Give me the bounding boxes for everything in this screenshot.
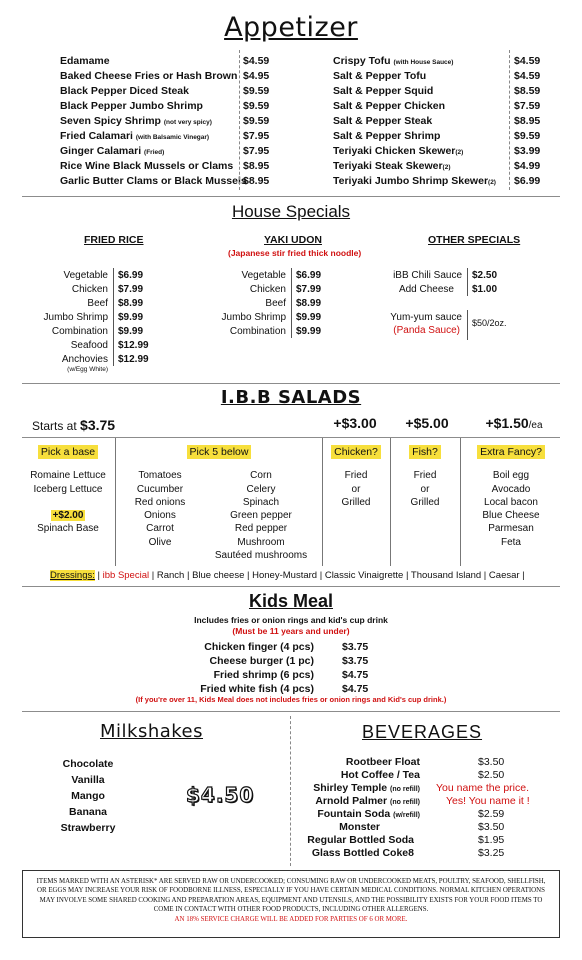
list-item: Jumbo Shrimp	[43, 312, 108, 323]
section-divider	[22, 196, 560, 197]
list-item: Fried	[344, 470, 368, 481]
price: $7.59	[514, 100, 541, 112]
fancy-price: +$1.50/ea	[485, 415, 543, 431]
price: $9.59	[243, 115, 270, 127]
list-item: Combination	[51, 326, 108, 337]
list-item: Parmesan	[488, 523, 534, 534]
chicken-price: +$3.00	[333, 415, 377, 431]
price: $3.75	[342, 655, 369, 667]
price: $8.95	[243, 175, 270, 187]
list-item: Salt & Pepper Shrimp	[333, 130, 441, 142]
fish-price: +$5.00	[405, 415, 449, 431]
milkshakes-title: Milkshakes	[100, 721, 204, 742]
list-item: Rice Wine Black Mussels or Clams	[60, 160, 234, 172]
divider	[509, 50, 510, 190]
starts-at: Starts at $3.75	[32, 417, 116, 433]
list-item: Onions	[144, 510, 176, 521]
base-heading: Pick a base	[22, 446, 114, 458]
list-item: Local bacon	[484, 497, 538, 508]
list-item: Green pepper	[230, 510, 292, 521]
list-item: or	[351, 484, 361, 495]
yaki-udon-heading: YAKI UDON	[264, 234, 322, 246]
house-specials-title: House Specials	[231, 202, 351, 221]
kids-age-note: (Must be 11 years and under)	[232, 626, 350, 636]
list-item: Chicken	[71, 284, 108, 295]
price: $9.59	[243, 85, 270, 97]
price: $8.99	[118, 298, 144, 309]
fried-rice-heading: FRIED RICE	[84, 234, 144, 246]
list-item: Olive	[148, 537, 172, 548]
price: $9.99	[296, 312, 322, 323]
section-divider	[22, 383, 560, 384]
list-item: Black Pepper Jumbo Shrimp	[60, 100, 203, 112]
other-specials-heading: OTHER SPECIALS	[428, 234, 521, 246]
promo-text: You name the price.	[436, 782, 530, 794]
list-item: Chocolate	[62, 758, 114, 770]
kids-footnote: (If you're over 11, Kids Meal does not includes fries or onion rings and Kid's cup drink.)	[135, 695, 447, 704]
price: $4.75	[342, 669, 369, 681]
yaki-udon-subheading: (Japanese stir fried thick noodle)	[228, 248, 362, 258]
price: $3.75	[342, 641, 369, 653]
list-item: Teriyaki Steak Skewer(2)	[333, 160, 451, 172]
list-item: Iceberg Lettuce	[33, 484, 103, 495]
list-item: Avocado	[491, 484, 531, 495]
list-item: Salt & Pepper Chicken	[333, 100, 446, 112]
list-item: Salt & Pepper Steak	[333, 115, 433, 127]
price: $4.99	[514, 160, 541, 172]
price: $7.95	[243, 130, 270, 142]
price: $2.50	[472, 270, 498, 281]
list-item: Spinach	[242, 497, 280, 508]
price: $4.75	[342, 683, 369, 695]
divider	[291, 268, 292, 338]
list-item: Mushroom	[237, 537, 285, 548]
price: $3.50	[478, 756, 505, 768]
divider	[467, 310, 468, 340]
price: $9.99	[118, 326, 144, 337]
price: $9.99	[118, 312, 144, 323]
list-item: Fried	[413, 470, 437, 481]
list-item: Seafood	[70, 340, 108, 351]
list-item: Beef	[265, 298, 286, 309]
price: $2.50	[478, 769, 505, 781]
list-item: Tomatoes	[138, 470, 182, 481]
list-item: Yum-yum sauce	[390, 312, 462, 323]
price: $9.59	[514, 130, 541, 142]
price: $8.59	[514, 85, 541, 97]
list-item: Black Pepper Diced Steak	[60, 85, 189, 97]
list-item: Strawberry	[60, 822, 116, 834]
fish-heading: Fish?	[391, 446, 459, 458]
list-item: Crispy Tofu (with House Sauce)	[333, 55, 454, 67]
price: $12.99	[118, 340, 149, 351]
list-item: Ginger Calamari (Fried)	[60, 145, 165, 157]
list-item: Romaine Lettuce	[30, 470, 106, 481]
list-item: Salt & Pepper Tofu	[333, 70, 427, 82]
list-item: Fountain Soda (w/refill)	[317, 808, 420, 820]
price: $3.50	[478, 821, 505, 833]
price: $7.99	[296, 284, 322, 295]
list-item: Vegetable	[63, 270, 108, 281]
list-item: Boil egg	[492, 470, 530, 481]
salads-title: I.B.B SALADS	[220, 387, 362, 408]
list-item: Glass Bottled Coke8	[311, 847, 414, 859]
pick5-heading: Pick 5 below	[116, 446, 322, 458]
list-item: Regular Bottled Soda	[307, 834, 414, 846]
price: $4.95	[243, 70, 270, 82]
price: $4.59	[514, 55, 541, 67]
divider	[239, 50, 240, 190]
list-item: Shirley Temple (no refill)	[313, 782, 420, 794]
list-item: Corn	[250, 470, 272, 481]
list-item: Teriyaki Jumbo Shrimp Skewer(2)	[333, 175, 496, 187]
price: $7.95	[243, 145, 270, 157]
price: $1.95	[478, 834, 505, 846]
list-item: Red onions	[134, 497, 186, 508]
note: (w/Egg White)	[67, 366, 108, 373]
price: $4.59	[514, 70, 541, 82]
list-item: Beef	[87, 298, 108, 309]
price: $9.59	[243, 100, 270, 112]
section-divider	[22, 586, 560, 587]
milkshake-price: $4.50	[186, 783, 255, 807]
beverages-title: BEVERAGES	[362, 722, 483, 742]
fancy-heading: Extra Fancy?	[461, 446, 561, 458]
list-item: Grilled	[410, 497, 440, 508]
list-item: Cheese burger (1 pc)	[209, 655, 314, 667]
price: $12.99	[118, 354, 149, 365]
list-item: Anchovies	[61, 354, 108, 365]
list-item: Celery	[246, 484, 276, 495]
list-item: Mango	[71, 790, 105, 802]
notice-text: ITEMS MARKED WITH AN ASTERISK* ARE SERVED RAW OR UNDERCOOKED; CONSUMING RAW OR UNDERCOOKED MEATS, POULTRY, SEAFOOD, SHELLFISH, OR EGGS MAY INCREASE YOUR RISK OF FOODBORNE ILLNESS, ESPECIALLY IF YOU HAVE CERTAIN MEDICAL CONDITIONS. NORMAL KITCHEN OPERATIONS MAY INVOLVE SOME SHARED COOKING AND PREPARATION AREAS, EQUIPMENT AND UTENSILS, AND THE POSSIBILITY EXISTS FOR YOUR FOOD ITEMS TO COME IN CONTACT WITH OTHER FOOD PRODUCTS, INCLUDING OTHER ALLERGENS.	[36, 878, 546, 914]
list-item: Chicken	[249, 284, 286, 295]
price: $2.59	[478, 808, 505, 820]
price: $7.99	[118, 284, 144, 295]
note: (Panda Sauce)	[393, 325, 460, 336]
kids-meal-title: Kids Meal	[248, 591, 334, 611]
list-item: Spinach Base	[37, 523, 99, 534]
price: $1.00	[472, 284, 498, 295]
chicken-heading: Chicken?	[323, 446, 389, 458]
section-divider	[22, 437, 560, 438]
list-item: Feta	[500, 537, 521, 548]
list-item: Rootbeer Float	[345, 756, 420, 768]
price: $50/2oz.	[472, 318, 507, 328]
price: $6.99	[296, 270, 322, 281]
list-item: Vanilla	[71, 774, 105, 786]
list-item: Red pepper	[234, 523, 288, 534]
section-divider	[22, 711, 560, 712]
price: $3.25	[478, 847, 505, 859]
price: $3.99	[514, 145, 541, 157]
price: $9.99	[296, 326, 322, 337]
list-item: Garlic Butter Clams or Black Mussels	[60, 175, 247, 187]
allergy-notice	[22, 870, 560, 938]
list-item: Monster	[339, 821, 380, 833]
dressings-line: Dressings: | ibb Special | Ranch | Blue cheese | Honey-Mustard | Classic Vinaigrette | Thousand Island | Caesar |	[50, 570, 525, 581]
list-item: Chicken finger (4 pcs)	[204, 641, 314, 653]
list-item: Arnold Palmer (no refill)	[315, 795, 420, 807]
service-charge-note: AN 18% SERVICE CHARGE WILL BE ADDED FOR PARTIES OF 6 OR MORE.	[174, 915, 408, 923]
list-item: Salt & Pepper Squid	[333, 85, 434, 97]
price: $8.95	[243, 160, 270, 172]
price: $6.99	[118, 270, 144, 281]
appetizer-title: Appetizer	[224, 12, 358, 43]
list-item: Fried white fish (4 pcs)	[200, 683, 314, 695]
list-item: Teriyaki Chicken Skewer(2)	[333, 145, 464, 157]
price: $6.99	[514, 175, 541, 187]
spinach-price: +$2.00	[52, 510, 84, 521]
divider	[113, 268, 114, 366]
list-item: Combination	[229, 326, 286, 337]
promo-text: Yes! You name it !	[446, 795, 530, 807]
list-item: iBB Chili Sauce	[393, 270, 462, 281]
list-item: Banana	[69, 806, 107, 818]
list-item: Fried Calamari (with Balsamic Vinegar)	[60, 130, 210, 142]
list-item: Add Cheese	[398, 284, 454, 295]
divider	[467, 268, 468, 296]
price: $8.95	[514, 115, 541, 127]
list-item: or	[420, 484, 430, 495]
list-item: Vegetable	[241, 270, 286, 281]
list-item: Fried shrimp (6 pcs)	[213, 669, 314, 681]
list-item: Hot Coffee / Tea	[340, 769, 420, 781]
list-item: Sautéed mushrooms	[214, 550, 308, 561]
list-item: Blue Cheese	[482, 510, 540, 521]
list-item: Carrot	[146, 523, 174, 534]
list-item: Seven Spicy Shrimp (not very spicy)	[60, 115, 212, 127]
list-item: Grilled	[341, 497, 371, 508]
list-item: Jumbo Shrimp	[221, 312, 286, 323]
list-item: Edamame	[60, 55, 110, 67]
list-item: Cucumber	[136, 484, 184, 495]
price: $8.99	[296, 298, 322, 309]
list-item: Baked Cheese Fries or Hash Brown	[60, 70, 238, 82]
kids-note: Includes fries or onion rings and kid's cup drink	[194, 615, 388, 625]
price: $4.59	[243, 55, 270, 67]
